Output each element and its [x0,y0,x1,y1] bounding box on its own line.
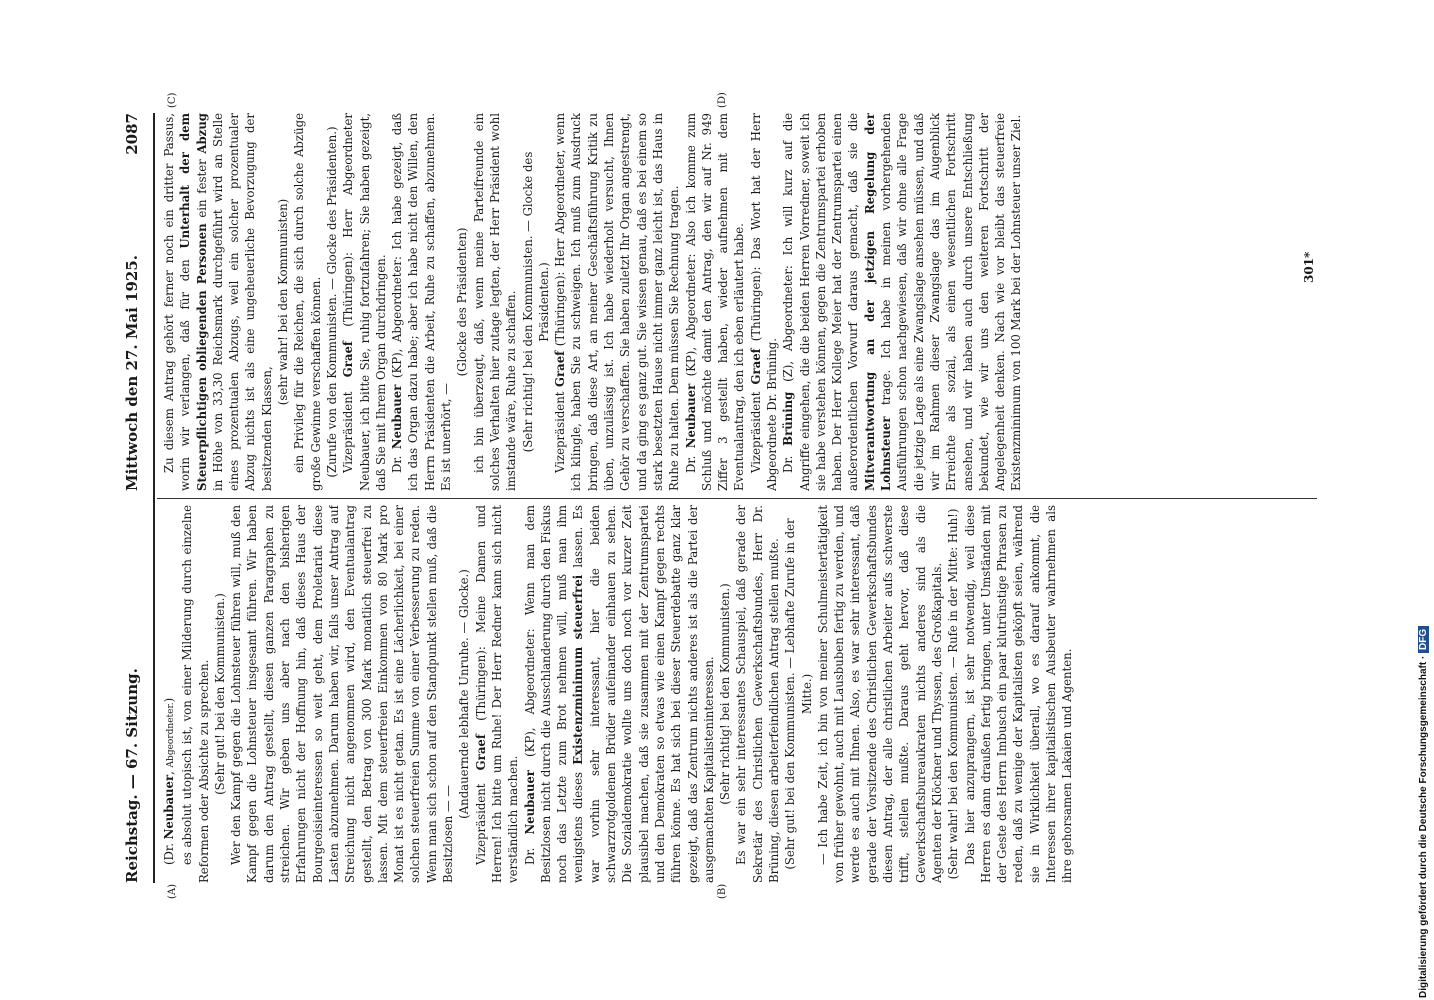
margin-letter-a: (A) [167,883,178,899]
right-paragraph: Vizepräsident Graef (Thüringen): Herr Abgeordneter Neubauer, ich bitte Sie, ruhig fortzufahren; Sie haben gezeigt, daß Sie mit Ihrem Organ durchdringen. [341,113,388,491]
left-paragraph: es absolut utopisch ist, von einer Milderung durch einzelne Reformen oder Absichte zu sprechen. [180,505,211,883]
credit-text: Digitalisierung gefördert durch die Deutsche Forschungsgemeinschaft · [1418,655,1429,998]
left-paragraph: Es war ein sehr interessantes Schauspiel, daß gerade der Sekretär des Christlichen Gewerkschaftsbundes, Herr Dr. Brüning, diesen arbeiterfeindlichen Antrag stellen mußte. [734,505,781,883]
left-column [161,505,1311,883]
left-paragraph: (Sehr gut! bei den Kommunisten.) [212,593,227,795]
left-paragraph: (Sehr gut! bei den Kommunisten. — Lebhafte Zurufe in der Mitte.) [783,518,814,870]
left-paragraph: (Andauernde lebhafte Unruhe. — Glocke.) [457,569,472,819]
left-paragraph: (Sehr wahr! bei den Kommunisten. — Rufe in der Mitte: Huh!) [946,508,961,880]
right-paragraph: Dr. Neubauer (KP), Abgeordneter: Ich habe gezeigt, daß ich das Organ dazu habe; aber ich habe nicht den Willen, den Herrn Präsidenten die Arbeit, Ruhe zu schaffen, abzunehmen. Es ist unerhört, — [390,113,454,491]
page-header-right [117,113,147,491]
left-paragraph: Dr. Neubauer (KP), Abgeordneter: Wenn man dem Besitzlosen nicht durch die Ausschlanderung durch den Fiskus noch das Letzte zum Brot nehmen will, muß man ihm wenigstens dieses Existenzminimum steuerfrei lassen. Es war vorhin sehr interessant, hier die beiden schwarzrotgoldenen Brüder aufeinander einhauen zu sehen. Die Sozialdemokratie wollte uns doch noch vor kurzer Zeit plausibel machen, daß sie zusammen mit der Zentrumspartei und den Demokraten so etwas wie einen Kampf gegen rechts führen könne. Es hat sich bei dieser Steuerdebatte ganz klar gezeigt, daß das Zentrum nichts anderes ist als die Partei der ausgemachten Kapitalisteninteressen. [522,505,716,883]
right-paragraph: Dr. Brüning (Z), Abgeordneter: Ich will kurz auf die Angriffe eingehen, die die beiden Herren Vorredner, soweit ich sie habe verstehen können, gegen die Zentrumspartei erhoben haben. Der Herr Kollege Meier hat der Zentrumspartei einen außerordentlichen Vorwurf daraus gemacht, daß sie die Mitverantwortung an der jetzigen Regelung der Lohnsteuer trage. Ich habe in meinen vorhergehenden Ausführungen schon nachgewiesen, daß wir ohne alle Frage die jetzige Lage als eine Zwangslage ansehen müssen, und daß wir im Rahmen dieser Zwangslage das im Augenblick Erreichte als sozial, als einen wesentlichen Fortschritt ansehen, und wir haben auch durch unsere Entschließung bekundet, wie wir uns den weiteren Fortschritt der Angelegenheit denken. Nach wie vor bleibt das steuerfreie Existenzminimum von 100 Mark bei der Lohnsteuer unser Ziel. [781,113,1024,491]
document-page [117,92,1317,899]
margin-letter-c: (C) [167,92,178,108]
right-paragraph: (Sehr richtig! bei den Kommunisten. — Glocke des Präsidenten.) [520,151,551,453]
footer-mark: 301* [1302,251,1316,283]
right-column [161,113,1311,491]
left-paragraph: (Sehr richtig! bei den Kommunisten.) [718,583,733,805]
left-paragraph: — Ich habe Zeit, ich bin von meiner Schulmeistertätigkeit von früher gewohnt, auch mit Lausbuben fertig zu werden, und werde es auch mit Ihnen. Also, es war sehr interessant, daß gerade der Vorsitzende des Christlichen Gewerkschaftsbundes diesen Antrag, der alle christlichen Arbeiter aufs schwerste trifft, stellen mußte. Daraus geht hervor, daß diese Gewerkschaftsbureaukraten nichts anderes sind als die Agenten der Klöckner und Thyssen, des Großkapitals. [815,505,944,883]
right-paragraph: Vizepräsident Graef (Thüringen): Das Wort hat der Herr Abgeordnete Dr. Brüning. [748,113,779,491]
header-right: Mittwoch den 27. Mai 1925. [123,254,141,491]
right-paragraph: ein Privileg für die Reichen, die sich durch solche Abzüge große Gewinne verschaffen können. [292,113,323,491]
left-paragraph: (Dr. Neubauer, Abgeordneter.) [162,697,176,865]
margin-letter-d: (D) [717,92,728,108]
column-divider [157,498,1317,499]
margin-letter-b: (B) [717,883,728,899]
left-paragraph: Das hier anzuprangern, ist sehr notwendig, weil diese Herren es dann draußen fertig bringen, unter Umständen mit der Geste des Herrn Imbusch ein paar klutrünstige Phrasen zu reden, daß zu wenige der Kapitalisten geköpft seien, während sie in Wirklichkeit überall, wo es darauf ankommt, die Interessen ihrer kapitalistischen Ausbeuter wahrnehmen als ihre gehorsamen Lakaien und Agenten. [962,505,1075,883]
digitization-credit [1418,626,1429,998]
right-paragraph: (Glocke des Präsidenten) [455,227,470,377]
left-paragraph: Vizepräsident Graef (Thüringen): Meine Damen und Herren! Ich bitte um Ruhe! Der Herr Redner kann sich nicht verständlich machen. [473,505,521,883]
right-paragraph: (Zurufe von den Kommunisten. — Glocke des Präsidenten.) [324,126,339,478]
left-paragraph: Wer den Kampf gegen die Lohnsteuer führen will, muß den Kampf gegen die Lohnsteuer insgesamt führen. Wir haben darum den Antrag gestellt, diesen ganzen Paragraphen zu streichen. Wir geben uns aber nach den bisherigen Erfahrungen nicht der Hoffnung hin, daß dieses Haus der Bourgeoisieinteressen so weit geht, dem Proletariat diese Lasten abzunehmen. Darum haben wir, falls unser Antrag auf Streichung nicht angenommen wird, den Eventualantrag gestellt, den Betrag von 300 Mark monatlich steuerfrei zu lassen. Mit dem steuerfreien Einkommen von 80 Mark pro Monat ist es nicht getan. Es ist eine Lächerlichkeit, bei einer solchen steuerfreien Summe von einer Verbesserung zu reden. Wenn man sich schon auf den Standpunkt stellen muß, daß die Besitzlosen — — [229,505,456,883]
right-paragraph: (sehr wahr! bei den Kommunisten) [276,198,291,406]
header-rule [153,113,155,883]
right-paragraph: ich bin überzeugt, daß, wenn meine Parteifreunde ein solches Verhalten hier zutage legten, der Herr Präsident wohl imstande wäre, Ruhe zu schaffen. [471,113,519,491]
right-paragraph: Zu diesem Antrag gehört ferner noch ein dritter Passus, worin wir verlangen, daß für den Unterhalt der dem Steuerpflichtigen obliegenden Personen ein fester Abzug in Höhe von 33,30 Reichsmark durchgeführt wird an Stelle eines prozentualen Abzugs, weil ein solcher prozentualer Abzug nichts ist als eine ungeheuerliche Bevorzugung der besitzenden Klassen, [162,113,274,491]
page-number: 2087 [123,113,141,155]
right-paragraph: Dr. Neubauer (KP), Abgeordneter: Also ich komme zum Schluß und möchte damit den Antrag, den wir auf Nr. 949 Ziffer 3 gestellt haben, wieder aufnehmen mit dem Eventualantrag, den ich eben erläutert habe. [683,113,747,491]
header-left: Reichstag. — 67. Sitzung. [123,668,141,883]
dfg-logo: DFG [1418,626,1429,653]
right-paragraph: Vizepräsident Graef (Thüringen): Herr Abgeordneter, wenn ich klingle, haben Sie zu schweigen. Ich muß zum Ausdruck bringen, daß diese Art, an meiner Geschäftsführung Kritik zu üben, unzulässig ist. Ich habe wiederholt versucht, Ihnen Gehör zu verschaffen. Sie haben zuletzt Ihr Organ angestrengt, und da ging es ganz gut. Sie wissen genau, daß es bei einem so stark besetzten Hause nicht immer ganz leicht ist, das Haus in Ruhe zu halten. Dem müssen Sie Rechnung tragen. [553,113,682,491]
